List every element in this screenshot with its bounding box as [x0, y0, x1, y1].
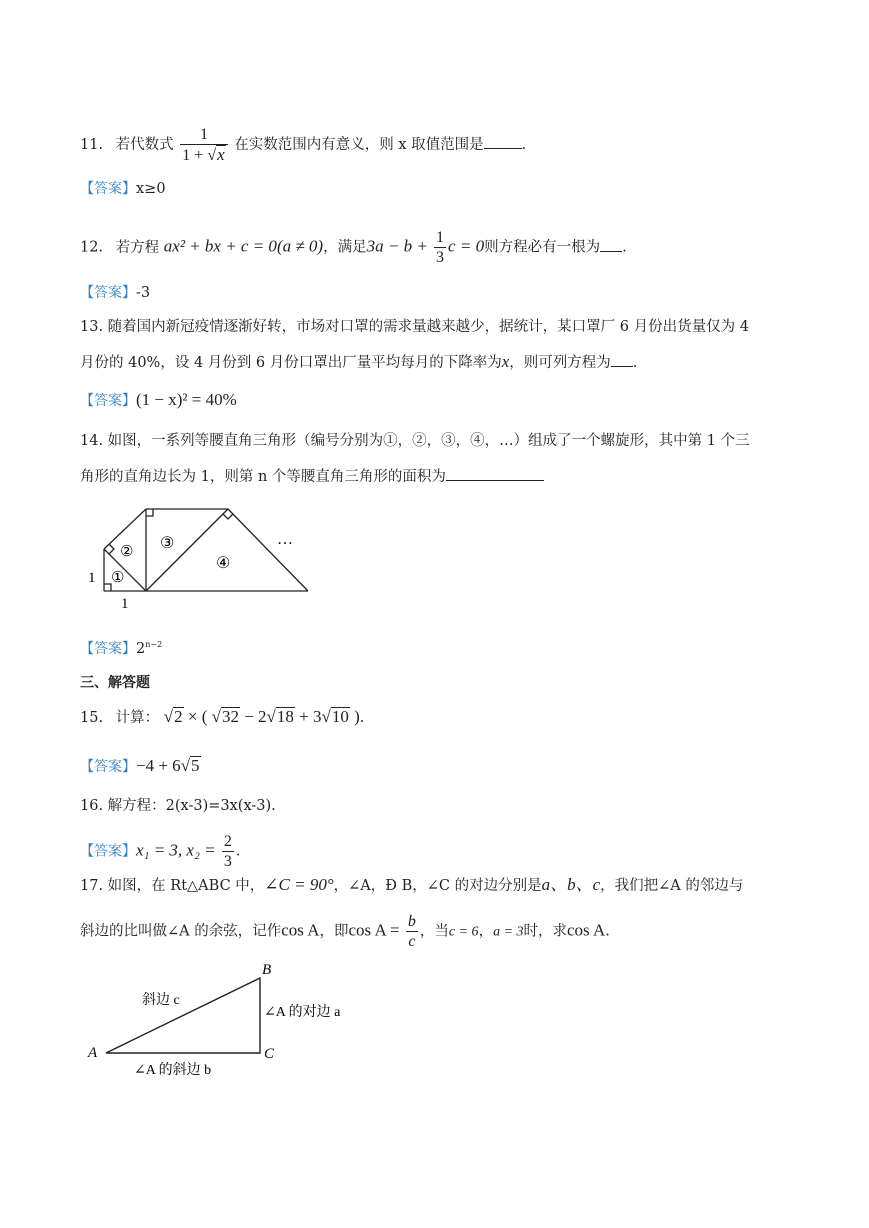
fig14-label-bottom: 1 [121, 596, 129, 612]
q14-line2: 角形的直角边长为 1，则第 n 个等腰直角三角形的面积为 [80, 469, 446, 485]
q11-number: 11. [80, 137, 104, 153]
q13-var: x [501, 352, 510, 371]
q12-fraction [434, 228, 446, 267]
label-hypotenuse: 斜边 c [142, 993, 180, 1008]
q17-line2-c: ，即 [319, 923, 349, 940]
q15-number: 15. [80, 710, 104, 726]
answer-16 [80, 832, 240, 871]
q17-fraction [406, 912, 418, 951]
question-13-line2 [80, 351, 637, 374]
q13-blank [611, 352, 633, 367]
q17-frac-num: b [407, 913, 416, 930]
question-14-line1: 14. 如图，一系列等腰直角三角形（编号分别为①，②，③，④，…）组成了一个螺旋形，其中第 1 个三 [80, 433, 750, 449]
triangle-4-hypotenuse [228, 509, 308, 591]
answer-15-rad: 5 [191, 756, 200, 775]
right-angle-mark-1 [104, 584, 111, 591]
answer-16-frac-den: 3 [223, 853, 232, 870]
question-17-line1 [80, 874, 743, 897]
q17-line1-b: ∠C = 90° [264, 875, 334, 894]
q17-line2-k: . [605, 923, 610, 940]
answer-tag: 【答案】 [80, 285, 136, 301]
q17-line2-d: cos A = [348, 920, 404, 940]
q17-line2-h: a = 3 [493, 924, 524, 940]
label-adjacent: ∠A 的斜边 b [134, 1063, 212, 1078]
question-17-line2 [80, 912, 610, 951]
q12-frac-den: 3 [436, 249, 445, 266]
triangle-2-leg [104, 509, 146, 549]
q15-expression: √2 × ( √32 − 2√18 + 3√10 ) [163, 707, 360, 726]
answer-16-fraction [222, 832, 234, 871]
question-12 [80, 228, 627, 267]
q12-frac-num: 1 [436, 229, 445, 246]
question-15 [80, 706, 364, 729]
q11-frac-num: 1 [180, 125, 227, 145]
answer-14 [80, 634, 162, 660]
question-13-line1: 13. 随着国内新冠疫情逐渐好转，市场对口罩的需求量越来越少，据统计，某口罩厂 6 月份出货量仅为 4 [80, 319, 749, 335]
answer-16-frac-num: 2 [223, 833, 232, 850]
q12-pre: 若方程 [115, 239, 160, 256]
question-16: 16. 解方程：2(x-3)=3x(x-3). [80, 798, 276, 814]
right-angle-mark-2 [109, 544, 114, 554]
q14-blank [446, 466, 544, 481]
answer-14-base: 2 [136, 640, 146, 657]
q12-number: 12. [80, 239, 104, 256]
answer-14-exp: n−2 [145, 640, 163, 649]
q17-line2-e: ，当 [419, 923, 449, 940]
q17-line2-i: 时，求 [523, 923, 568, 940]
q12-blank [600, 237, 622, 252]
q12-mid: ，满足 [323, 239, 367, 256]
answer-16-end: . [235, 843, 241, 860]
answer-13 [80, 389, 237, 412]
triangle-abc [106, 978, 260, 1053]
q17-line2-j: cos A [567, 920, 606, 940]
q11-end: . [521, 137, 527, 153]
q12-equation: ax² + bx + c = 0 [163, 236, 277, 256]
answer-12 [80, 282, 150, 304]
q17-line2-b: cos A [281, 920, 320, 940]
vertex-b: B [262, 962, 272, 978]
q11-frac-den: 1 + [182, 147, 208, 164]
answer-15-pre: −4 + 6 [136, 756, 181, 775]
q17-frac-den: c [408, 933, 416, 950]
q12-post: 则方程必有一根为 [484, 239, 601, 256]
answer-tag: 【答案】 [80, 393, 136, 409]
question-14-line2 [80, 466, 544, 488]
triangle-3-hypotenuse [146, 509, 231, 591]
answer-16-pre: x₁ = 3, x₂ = [136, 840, 220, 860]
q13-line2-pre: 月份的 40%，设 4 月份到 6 月份口罩出厂量平均每月的下降率为 [80, 355, 502, 371]
q12-eq2b: c = 0 [448, 236, 485, 256]
q11-frac-rad: x [217, 145, 225, 164]
q13-line2-post: ，则可列方程为 [509, 355, 611, 371]
answer-15-text: −4 + 6√5 [136, 756, 200, 775]
q17-line2-a: 斜边的比叫做∠A 的余弦，记作 [80, 923, 282, 940]
right-angle-mark-3 [146, 509, 153, 516]
question-11 [80, 125, 526, 165]
q13-end: . [632, 355, 638, 371]
q17-line2-f: c = 6 [448, 924, 479, 940]
vertex-c: C [264, 1046, 275, 1062]
fig14-triangle-4: ④ [216, 555, 231, 572]
fig14-label-left: 1 [88, 570, 96, 586]
q17-line1-e: ，我们把∠A 的邻边与 [600, 878, 744, 894]
fig14-dots: … [277, 531, 293, 548]
q17-line1-a: 17. 如图，在 Rt△ABC 中， [80, 878, 265, 894]
answer-tag: 【答案】 [80, 181, 136, 197]
q11-post: 在实数范围内有意义，则 x 取值范围是 [234, 137, 484, 153]
answer-tag: 【答案】 [80, 640, 136, 657]
q11-fraction: $\frac{1}{1 + √x}$ [180, 125, 227, 165]
answer-tag: 【答案】 [80, 843, 136, 860]
q15-pre: 计算： [115, 710, 160, 726]
q12-end: . [622, 239, 627, 256]
q11-pre: 若代数式 [115, 137, 174, 153]
label-opposite: ∠A 的对边 a [264, 1005, 341, 1020]
fig14-triangle-2: ② [120, 544, 134, 560]
q12-condition: (a ≠ 0) [276, 236, 324, 256]
q17-line1-d: a、b、c [541, 875, 601, 894]
answer-11 [80, 178, 166, 200]
q15-rad-b: 32 [221, 707, 239, 726]
q15-end: . [359, 710, 365, 726]
q17-line1-c: ，∠A，Ð B，∠C 的对边分别是 [333, 878, 542, 894]
vertex-a: A [88, 1045, 98, 1061]
q15-rad-d: 10 [331, 707, 349, 726]
fig14-triangle-1: ① [111, 570, 125, 586]
q15-rad-a: 2 [174, 707, 183, 726]
answer-13-text: (1 − x)² = 40% [136, 390, 237, 409]
answer-tag: 【答案】 [80, 759, 136, 775]
q11-blank [484, 134, 522, 149]
spiral-triangles-figure [82, 500, 322, 615]
answer-15 [80, 755, 201, 778]
q15-rad-c: 18 [276, 707, 294, 726]
answer-12-text: -3 [136, 285, 151, 301]
section-3-title: 三、解答题 [80, 675, 150, 691]
fig14-triangle-3: ③ [160, 535, 175, 552]
answer-11-text: x≥0 [136, 181, 166, 197]
right-angle-mark-4 [223, 514, 233, 519]
right-triangle-figure [84, 958, 374, 1083]
q12-eq2a: 3a − b + [366, 236, 433, 256]
q17-line2-g: ， [478, 923, 494, 940]
